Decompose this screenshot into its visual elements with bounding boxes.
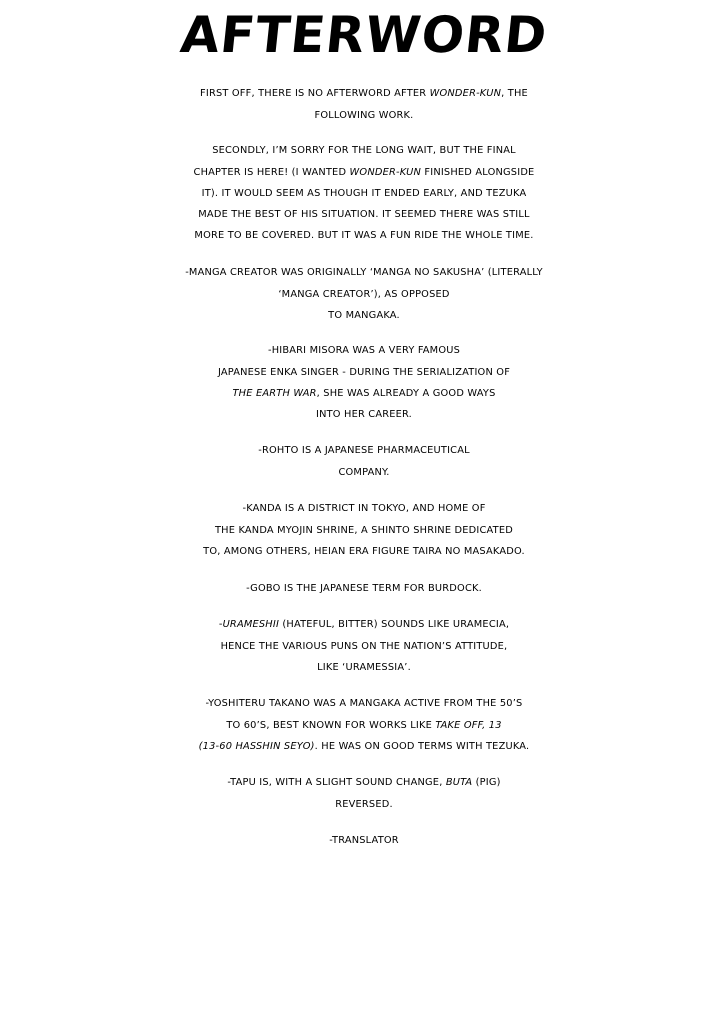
text-line (0, 183, 728, 205)
text-line (0, 225, 728, 247)
text-run: -YOSHITERU TAKANO WAS A MANGAKA ACTIVE FROM THE 50’S (205, 698, 523, 709)
text-run: -KANDA IS A DISTRICT IN TOKYO, AND HOME OF (242, 503, 486, 514)
text-run: FIRST OFF, THERE IS NO AFTERWORD AFTER (200, 88, 430, 99)
text-run: -HIBARI MISORA WAS A VERY FAMOUS (267, 345, 461, 356)
text-line (0, 440, 728, 462)
text-line (0, 772, 728, 794)
italic-title: THE EARTH WAR (232, 388, 317, 399)
text-line (0, 305, 728, 327)
text-run: MORE TO BE COVERED. BUT IT WAS A FUN RIDE THE WHOLE TIME. (194, 230, 534, 241)
text-line (0, 693, 728, 715)
text-line (0, 541, 728, 563)
text-line (0, 140, 728, 162)
text-run: . HE WAS ON GOOD TERMS WITH TEZUKA. (314, 741, 530, 752)
text-run: -GOBO IS THE JAPANESE TERM FOR BURDOCK. (246, 583, 482, 594)
text-line (0, 162, 728, 184)
text-line (0, 404, 728, 426)
italic-title: WONDER-KUN (429, 88, 502, 99)
text-line (0, 284, 728, 306)
text-line (0, 498, 728, 520)
italic-title: (13-60 HASSHIN SEYO) (198, 741, 315, 752)
text-run: TO 60’S, BEST KNOWN FOR WORKS LIKE (226, 720, 436, 731)
text-line (0, 105, 728, 127)
text-run: , THE (501, 88, 528, 99)
text-run: INTO HER CAREER. (315, 409, 412, 420)
text-run: MADE THE BEST OF HIS SITUATION. IT SEEMED THERE WAS STILL (198, 209, 530, 220)
text-run: (PIG) (472, 777, 501, 788)
text-run: -TAPU IS, WITH A SLIGHT SOUND CHANGE, (227, 777, 446, 788)
text-line (0, 362, 728, 384)
text-line (0, 657, 728, 679)
text-line (0, 578, 728, 600)
italic-term: BUTA (445, 777, 473, 788)
text-run: - (218, 619, 223, 630)
signature-line (0, 830, 728, 852)
text-run: THE KANDA MYOJIN SHRINE, A SHINTO SHRINE DEDICATED (215, 525, 513, 536)
text-run: IT). IT WOULD SEEM AS THOUGH IT ENDED EARLY, AND TEZUKA (201, 188, 527, 199)
italic-term: URAMESHII (222, 619, 280, 630)
text-line (0, 204, 728, 226)
text-run: -TRANSLATOR (329, 835, 399, 846)
text-run: CHAPTER IS HERE! (I WANTED (193, 167, 350, 178)
text-run: FINISHED ALONGSIDE (421, 167, 535, 178)
text-line (0, 383, 728, 405)
text-run: (HATEFUL, BITTER) SOUNDS LIKE URAMECIA, (279, 619, 510, 630)
text-line (0, 636, 728, 658)
text-run: -ROHTO IS A JAPANESE PHARMACEUTICAL (258, 445, 470, 456)
text-line (0, 462, 728, 484)
text-run: TO, AMONG OTHERS, HEIAN ERA FIGURE TAIRA NO MASAKADO. (203, 546, 525, 557)
text-run: COMPANY. (338, 467, 390, 478)
text-run: SECONDLY, I’M SORRY FOR THE LONG WAIT, BUT THE FINAL (212, 145, 516, 156)
text-run: REVERSED. (335, 799, 393, 810)
text-line (0, 715, 728, 737)
text-run: -MANGA CREATOR WAS ORIGINALLY ‘MANGA NO SAKUSHA’ (LITERALLY (185, 267, 543, 278)
text-run: ‘MANGA CREATOR’), AS OPPOSED (278, 289, 450, 300)
text-run: FOLLOWING WORK. (314, 110, 414, 121)
text-run: LIKE ‘URAMESSIA’. (317, 662, 411, 673)
text-run: , SHE WAS ALREADY A GOOD WAYS (316, 388, 496, 399)
text-line (0, 614, 728, 636)
italic-title: TAKE OFF, 13 (435, 720, 502, 731)
text-run: HENCE THE VARIOUS PUNS ON THE NATION’S ATTITUDE, (220, 641, 508, 652)
page-title: AFTERWORD (177, 6, 551, 64)
text-line (0, 340, 728, 362)
text-line (0, 262, 728, 284)
text-line (0, 520, 728, 542)
text-run: TO MANGAKA. (328, 310, 400, 321)
italic-title: WONDER-KUN (349, 167, 422, 178)
text-line (0, 736, 728, 758)
text-line (0, 794, 728, 816)
text-run: JAPANESE ENKA SINGER - DURING THE SERIALIZATION OF (217, 367, 511, 378)
text-line (0, 83, 728, 105)
